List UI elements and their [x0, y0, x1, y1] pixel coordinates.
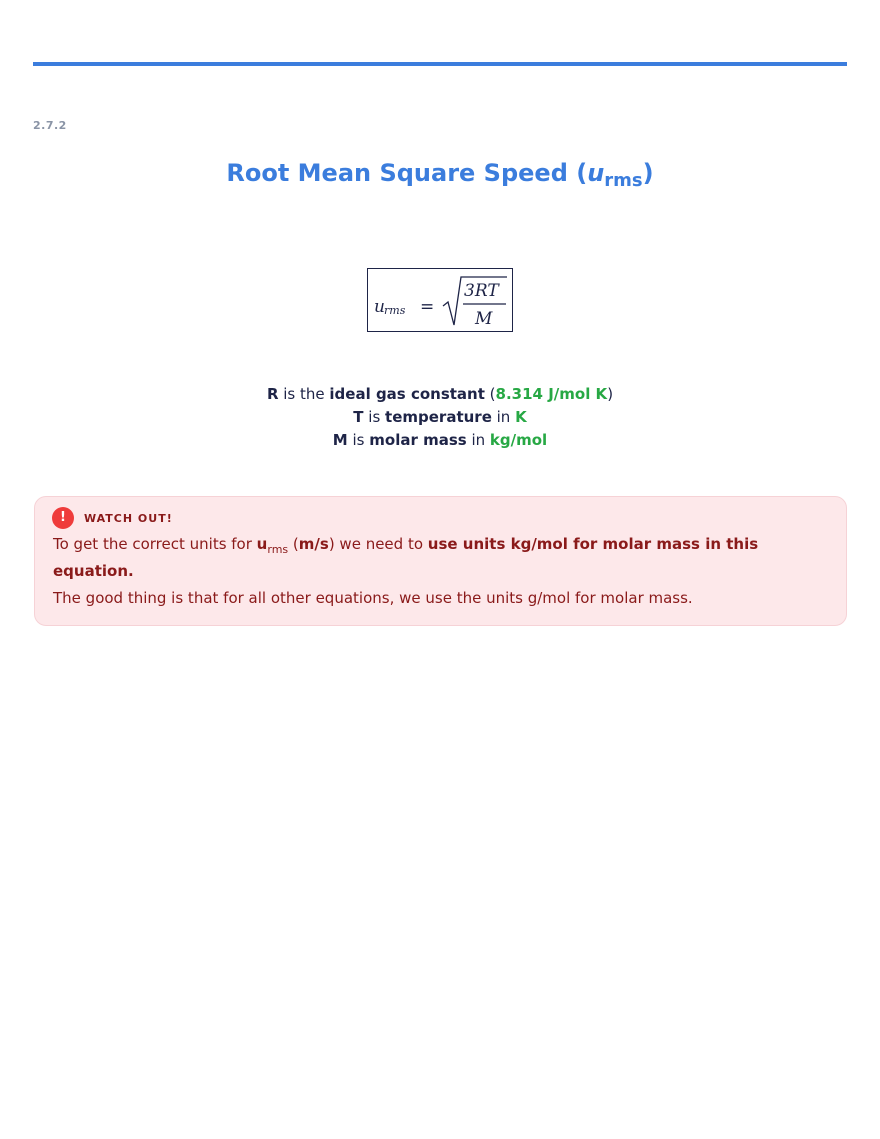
section-number: 2.7.2: [33, 119, 67, 132]
definition-text: in: [491, 408, 516, 426]
definition-value: 8.314 J/mol K: [495, 385, 608, 403]
callout-text: (: [288, 535, 299, 553]
definition-symbol: T: [353, 408, 364, 426]
definition-term: temperature: [385, 408, 492, 426]
callout-line-2: The good thing is that for all other equations, we use the units g/mol for molar mass.: [53, 589, 693, 607]
callout-line-1: [53, 531, 833, 585]
formula-equals: =: [420, 297, 435, 317]
callout-units: m/s: [298, 535, 329, 553]
definition-t: [0, 406, 880, 429]
top-rule: [33, 62, 847, 66]
definition-m: [0, 429, 880, 452]
definition-term: molar mass: [369, 431, 467, 449]
callout-text: ) we need to: [328, 535, 428, 553]
definition-symbol: R: [266, 385, 279, 403]
callout-title: WATCH OUT!: [84, 511, 173, 525]
title-subscript: rms: [604, 170, 643, 191]
formula-svg: [368, 269, 511, 330]
formula-denominator: M: [475, 309, 493, 329]
title-close: ): [642, 159, 654, 187]
definition-text: ): [607, 385, 614, 403]
definition-text: is: [363, 408, 386, 426]
definition-text: is the: [278, 385, 330, 403]
formula-lhs: u: [374, 297, 385, 317]
callout-subscript: rms: [267, 543, 289, 556]
formula-box: [367, 268, 513, 332]
watch-out-callout: [34, 496, 847, 626]
formula-numerator: 3RT: [464, 281, 499, 301]
definition-text: is: [347, 431, 370, 449]
callout-text: To get the correct units for: [53, 535, 257, 553]
definition-value: kg/mol: [489, 431, 548, 449]
definition-text: (: [484, 385, 496, 403]
title-text: Root Mean Square Speed (: [226, 159, 588, 187]
callout-body: [53, 531, 833, 612]
definition-r: [0, 383, 880, 406]
definition-text: in: [466, 431, 490, 449]
formula-lhs-subscript: rms: [384, 304, 406, 317]
callout-emphasis: use units kg/mol for molar mass in this equation.: [53, 535, 759, 580]
definition-symbol: M: [332, 431, 348, 449]
callout-header: [52, 507, 173, 529]
page-title: [0, 159, 880, 191]
definition-value: K: [515, 408, 527, 426]
title-symbol: u: [587, 159, 605, 187]
definitions: [0, 383, 880, 452]
exclamation-icon: !: [52, 507, 74, 529]
definition-term: ideal gas constant: [329, 385, 485, 403]
callout-symbol: u: [256, 535, 268, 553]
